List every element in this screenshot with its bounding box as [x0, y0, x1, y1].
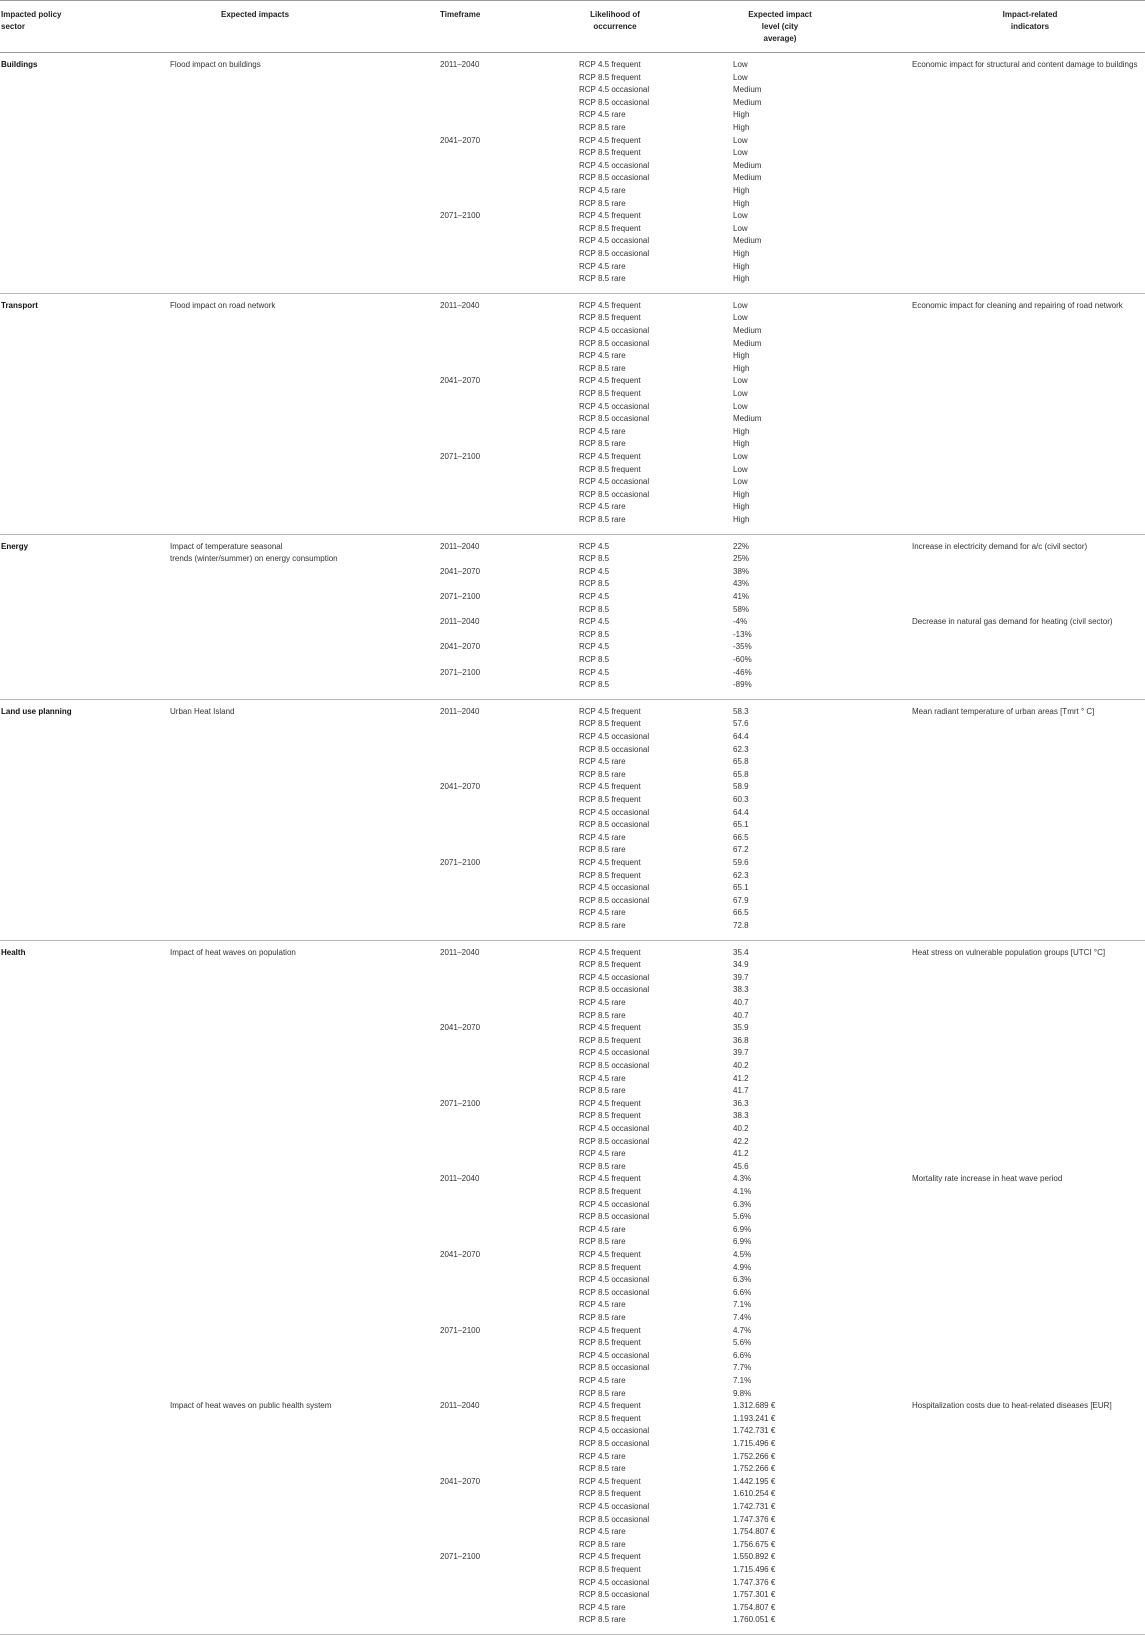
- likelihood-cell: RCP 4.5 occasional: [579, 807, 650, 817]
- timeframe: 2071–2100: [440, 451, 481, 461]
- likelihood-cell: RCP 4.5: [579, 617, 610, 627]
- likelihood-cell: RCP 8.5 rare: [579, 198, 626, 208]
- likelihood-cell: RCP 8.5 frequent: [579, 1564, 641, 1574]
- timeframe: 2041–2070: [440, 1476, 481, 1486]
- impact-level-cell: 39.7: [733, 1048, 749, 1058]
- likelihood-cell: RCP 8.5 frequent: [579, 794, 641, 804]
- likelihood-cell: RCP 8.5 frequent: [579, 1111, 641, 1121]
- likelihood-cell: RCP 4.5 rare: [579, 110, 626, 120]
- impact-level-cell: 4.1%: [733, 1186, 752, 1196]
- likelihood-cell: RCP 8.5 occasional: [579, 338, 650, 348]
- timeframe: 2041–2070: [440, 135, 481, 145]
- header-indicators: Impact-related indicators: [1002, 10, 1058, 31]
- likelihood-cell: RCP 4.5 occasional: [579, 325, 650, 335]
- expected-impact: Impact of heat waves on public health system: [170, 1401, 332, 1411]
- likelihood-cell: RCP 8.5 frequent: [579, 313, 641, 323]
- impact-level-cell: 35.9: [733, 1023, 749, 1033]
- likelihood-cell: RCP 4.5 occasional: [579, 1199, 650, 1209]
- impact-level-cell: 1.715.496 €: [733, 1564, 776, 1574]
- impact-level-cell: 1.442.195 €: [733, 1476, 776, 1486]
- impact-level-cell: 65.1: [733, 820, 749, 830]
- impact-indicator: Heat stress on vulnerable population groups [UTCI °C]: [912, 947, 1106, 957]
- likelihood-cell: RCP 4.5 occasional: [579, 401, 650, 411]
- likelihood-cell: RCP 4.5 occasional: [579, 972, 650, 982]
- likelihood-cell: RCP 8.5 frequent: [579, 1262, 641, 1272]
- likelihood-cell: RCP 8.5 frequent: [579, 1186, 641, 1196]
- impact-level-cell: 40.2: [733, 1060, 749, 1070]
- likelihood-cell: RCP 8.5 frequent: [579, 388, 641, 398]
- impact-level-cell: Medium: [733, 85, 762, 95]
- likelihood-cell: RCP 4.5 occasional: [579, 477, 650, 487]
- likelihood-cell: RCP 8.5 occasional: [579, 249, 650, 258]
- impact-level-cell: 62.3: [733, 744, 749, 754]
- impact-level-cell: 6.9%: [733, 1224, 752, 1234]
- likelihood-cell: RCP 8.5 rare: [579, 1161, 626, 1171]
- impact-level-cell: 1.754.807 €: [733, 1602, 776, 1612]
- table-header: [0, 0, 1145, 53]
- likelihood-cell: RCP 8.5: [579, 554, 610, 564]
- impact-level-cell: Low: [733, 376, 748, 386]
- expected-impact: Impact of heat waves on population: [170, 947, 296, 957]
- timeframe: 2011–2040: [440, 300, 480, 310]
- impact-indicator: Mean radiant temperature of urban areas [Tmrt ° C]: [912, 706, 1095, 716]
- impact-level-cell: 41.7: [733, 1086, 749, 1096]
- likelihood-cell: RCP 4.5 occasional: [579, 85, 650, 95]
- impact-level-cell: Low: [733, 401, 748, 411]
- impact-level-cell: 41%: [733, 591, 750, 601]
- likelihood-cell: RCP 8.5 occasional: [579, 1287, 650, 1297]
- likelihood-cell: RCP 8.5 rare: [579, 769, 626, 779]
- impact-level-cell: 6.3%: [733, 1275, 752, 1285]
- likelihood-cell: RCP 8.5 occasional: [579, 489, 650, 499]
- impact-level-cell: -89%: [733, 680, 752, 690]
- header-level: Expected impact level (city average): [748, 10, 812, 43]
- impact-level-cell: 40.7: [733, 997, 749, 1007]
- impact-level-cell: High: [733, 489, 750, 499]
- impact-level-cell: 1.760.051 €: [733, 1615, 776, 1625]
- sector-block: [0, 294, 1145, 535]
- impact-level-cell: 41.2: [733, 1073, 749, 1083]
- likelihood-cell: RCP 8.5 rare: [579, 1388, 626, 1398]
- likelihood-cell: RCP 8.5 occasional: [579, 895, 650, 905]
- sector-block: [0, 535, 1145, 700]
- impact-level-cell: 58%: [733, 604, 750, 614]
- likelihood-cell: RCP 8.5 frequent: [579, 464, 641, 474]
- likelihood-cell: RCP 8.5: [579, 579, 610, 589]
- likelihood-cell: RCP 4.5 occasional: [579, 1123, 650, 1133]
- likelihood-cell: RCP 4.5 rare: [579, 1375, 626, 1385]
- likelihood-cell: RCP 8.5 rare: [579, 1086, 626, 1096]
- impact-level-cell: Low: [733, 148, 748, 158]
- impact-level-cell: Low: [733, 388, 748, 398]
- impact-level-cell: 22%: [733, 541, 750, 551]
- likelihood-cell: RCP 4.5 frequent: [579, 706, 641, 716]
- likelihood-cell: RCP 4.5 frequent: [579, 451, 641, 461]
- header-sector: Impacted policy sector: [1, 10, 62, 31]
- impact-level-cell: 7.7%: [733, 1363, 752, 1373]
- impact-level-cell: 6.6%: [733, 1287, 752, 1297]
- impact-level-cell: 4.7%: [733, 1325, 752, 1335]
- likelihood-cell: RCP 4.5: [579, 642, 610, 652]
- likelihood-cell: RCP 4.5 occasional: [579, 1350, 650, 1360]
- likelihood-cell: RCP 8.5: [579, 604, 610, 614]
- likelihood-cell: RCP 4.5 rare: [579, 351, 626, 361]
- impact-level-cell: 7.4%: [733, 1312, 752, 1322]
- impact-level-cell: 6.6%: [733, 1350, 752, 1360]
- likelihood-cell: RCP 8.5 occasional: [579, 173, 650, 183]
- likelihood-cell: RCP 8.5 rare: [579, 1539, 626, 1549]
- sector-name: Land use planning: [1, 706, 72, 716]
- likelihood-cell: RCP 8.5 occasional: [579, 744, 650, 754]
- impact-level-cell: 45.6: [733, 1161, 749, 1171]
- impact-level-cell: 1.312.689 €: [733, 1401, 776, 1411]
- likelihood-cell: RCP 8.5 frequent: [579, 148, 641, 158]
- likelihood-cell: RCP 4.5 occasional: [579, 160, 650, 170]
- likelihood-cell: RCP 4.5 frequent: [579, 376, 641, 386]
- impact-level-cell: 1.747.376 €: [733, 1514, 776, 1524]
- impact-level-cell: 67.2: [733, 845, 749, 855]
- likelihood-cell: RCP 4.5 frequent: [579, 1249, 641, 1259]
- impact-level-cell: High: [733, 426, 750, 436]
- impact-level-cell: 40.7: [733, 1010, 749, 1020]
- impact-level-cell: 43%: [733, 579, 750, 589]
- timeframe: 2041–2070: [440, 782, 481, 792]
- impact-level-cell: 25%: [733, 554, 750, 564]
- impact-level-cell: 1.550.892 €: [733, 1552, 776, 1562]
- impact-level-cell: 1.754.807 €: [733, 1527, 776, 1537]
- timeframe: 2071–2100: [440, 591, 481, 601]
- impact-level-cell: 66.5: [733, 908, 749, 918]
- timeframe: 2071–2100: [440, 211, 481, 221]
- timeframe: 2041–2070: [440, 1249, 481, 1259]
- impact-level-cell: Medium: [733, 173, 762, 183]
- impact-level-cell: Medium: [733, 236, 762, 246]
- likelihood-cell: RCP 8.5 rare: [579, 920, 626, 930]
- impact-level-cell: -13%: [733, 629, 752, 639]
- impact-level-cell: 34.9: [733, 960, 749, 970]
- impact-level-cell: High: [733, 261, 750, 271]
- impact-level-cell: High: [733, 198, 750, 208]
- likelihood-cell: RCP 8.5 frequent: [579, 223, 641, 233]
- likelihood-cell: RCP 4.5 frequent: [579, 1023, 641, 1033]
- likelihood-cell: RCP 8.5 rare: [579, 439, 626, 449]
- impact-level-cell: 1.757.301 €: [733, 1590, 776, 1600]
- timeframe: 2011–2040: [440, 1174, 480, 1184]
- likelihood-cell: RCP 4.5 frequent: [579, 857, 641, 867]
- timeframe: 2041–2070: [440, 1023, 481, 1033]
- impact-level-cell: 6.9%: [733, 1237, 752, 1247]
- timeframe: 2071–2100: [440, 1098, 481, 1108]
- impact-level-cell: 9.8%: [733, 1388, 752, 1398]
- likelihood-cell: RCP 4.5 frequent: [579, 211, 641, 221]
- impact-level-cell: High: [733, 514, 750, 524]
- impact-level-cell: 4.3%: [733, 1174, 752, 1184]
- impact-level-cell: Low: [733, 223, 748, 233]
- likelihood-cell: RCP 4.5 rare: [579, 757, 626, 767]
- expected-impact: Impact of temperature seasonal trends (winter/summer) on energy consumption: [170, 541, 338, 564]
- likelihood-cell: RCP 4.5 rare: [579, 997, 626, 1007]
- likelihood-cell: RCP 8.5 rare: [579, 1464, 626, 1474]
- impact-level-cell: Medium: [733, 414, 762, 424]
- likelihood-cell: RCP 4.5 occasional: [579, 731, 650, 741]
- impact-level-cell: High: [733, 439, 750, 449]
- likelihood-cell: RCP 4.5 frequent: [579, 1174, 641, 1184]
- impact-level-cell: Low: [733, 464, 748, 474]
- impact-level-cell: -35%: [733, 642, 752, 652]
- likelihood-cell: RCP 8.5 occasional: [579, 1136, 650, 1146]
- impact-level-cell: 1.752.266 €: [733, 1451, 776, 1461]
- expected-impact: Flood impact on road network: [170, 300, 276, 310]
- impact-level-cell: Low: [733, 477, 748, 487]
- sector-block: [0, 941, 1145, 1635]
- likelihood-cell: RCP 8.5 rare: [579, 1237, 626, 1247]
- impact-level-cell: Low: [733, 211, 748, 221]
- likelihood-cell: RCP 8.5 rare: [579, 845, 626, 855]
- likelihood-cell: RCP 4.5 frequent: [579, 947, 641, 957]
- impact-indicator: Increase in electricity demand for a/c (civil sector): [912, 541, 1088, 551]
- impact-level-cell: 60.3: [733, 794, 749, 804]
- likelihood-cell: RCP 8.5 frequent: [579, 72, 641, 82]
- sector-name: Transport: [1, 300, 38, 310]
- likelihood-cell: RCP 4.5 rare: [579, 908, 626, 918]
- impact-level-cell: -60%: [733, 654, 752, 664]
- likelihood-cell: RCP 8.5 occasional: [579, 820, 650, 830]
- likelihood-cell: RCP 8.5 rare: [579, 363, 626, 373]
- timeframe: 2011–2040: [440, 60, 480, 69]
- likelihood-cell: RCP 8.5 occasional: [579, 1590, 650, 1600]
- likelihood-cell: RCP 4.5 occasional: [579, 1501, 650, 1511]
- impact-level-cell: 38.3: [733, 1111, 749, 1121]
- likelihood-cell: RCP 8.5 rare: [579, 514, 626, 524]
- timeframe: 2041–2070: [440, 642, 481, 652]
- likelihood-cell: RCP 4.5 frequent: [579, 782, 641, 792]
- impact-level-cell: 1.756.675 €: [733, 1539, 776, 1549]
- likelihood-cell: RCP 8.5 rare: [579, 1312, 626, 1322]
- impact-level-cell: 59.6: [733, 857, 749, 867]
- impact-level-cell: 65.1: [733, 883, 749, 893]
- sector-block: [0, 53, 1145, 294]
- likelihood-cell: RCP 4.5 frequent: [579, 1325, 641, 1335]
- likelihood-cell: RCP 8.5 rare: [579, 1615, 626, 1625]
- impact-level-cell: 5.6%: [733, 1212, 752, 1222]
- impact-level-cell: High: [733, 502, 750, 512]
- likelihood-cell: RCP 8.5 occasional: [579, 1212, 650, 1222]
- impact-level-cell: 57.6: [733, 719, 749, 729]
- impact-level-cell: 5.6%: [733, 1338, 752, 1348]
- impact-level-cell: 67.9: [733, 895, 749, 905]
- impact-level-cell: High: [733, 274, 750, 284]
- likelihood-cell: RCP 8.5 occasional: [579, 1060, 650, 1070]
- impact-level-cell: 58.9: [733, 782, 749, 792]
- impact-level-cell: 40.2: [733, 1123, 749, 1133]
- expected-impact: Flood impact on buildings: [170, 60, 261, 69]
- impact-level-cell: High: [733, 186, 750, 195]
- timeframe: 2071–2100: [440, 1325, 481, 1335]
- timeframe: 2071–2100: [440, 667, 481, 677]
- impact-level-cell: 1.193.241 €: [733, 1413, 776, 1423]
- impact-indicator: Hospitalization costs due to heat-related diseases [EUR]: [912, 1401, 1112, 1411]
- impact-indicator: Decrease in natural gas demand for heating (civil sector): [912, 617, 1113, 627]
- impact-level-cell: 65.8: [733, 769, 749, 779]
- impact-level-cell: 64.4: [733, 731, 749, 741]
- likelihood-cell: RCP 4.5 rare: [579, 186, 626, 195]
- header-timeframe: Timeframe: [440, 10, 481, 19]
- likelihood-cell: RCP 4.5: [579, 591, 610, 601]
- impact-level-cell: 1.715.496 €: [733, 1438, 776, 1448]
- likelihood-cell: RCP 8.5 frequent: [579, 1413, 641, 1423]
- sector-name: Energy: [1, 541, 29, 551]
- sector-name: Buildings: [1, 60, 38, 69]
- timeframe: 2071–2100: [440, 1552, 481, 1562]
- impact-level-cell: 1.742.731 €: [733, 1501, 776, 1511]
- likelihood-cell: RCP 4.5 rare: [579, 1300, 626, 1310]
- likelihood-cell: RCP 8.5 frequent: [579, 960, 641, 970]
- impact-level-cell: Low: [733, 300, 748, 310]
- impact-level-cell: -46%: [733, 667, 752, 677]
- likelihood-cell: RCP 4.5 rare: [579, 426, 626, 436]
- impact-level-cell: 36.8: [733, 1035, 749, 1045]
- likelihood-cell: RCP 8.5 occasional: [579, 97, 650, 107]
- likelihood-cell: RCP 4.5 occasional: [579, 236, 650, 246]
- likelihood-cell: RCP 4.5 rare: [579, 1602, 626, 1612]
- timeframe: 2011–2040: [440, 947, 480, 957]
- sector-block: [0, 700, 1145, 941]
- likelihood-cell: RCP 4.5 frequent: [579, 60, 641, 69]
- likelihood-cell: RCP 8.5 occasional: [579, 414, 650, 424]
- impact-level-cell: 7.1%: [733, 1375, 752, 1385]
- impact-level-cell: 72.8: [733, 920, 749, 930]
- impact-indicator: Economic impact for cleaning and repairing of road network: [912, 300, 1123, 310]
- likelihood-cell: RCP 8.5 occasional: [579, 1514, 650, 1524]
- likelihood-cell: RCP 8.5 rare: [579, 1010, 626, 1020]
- impact-level-cell: High: [733, 123, 750, 132]
- likelihood-cell: RCP 4.5 rare: [579, 1073, 626, 1083]
- likelihood-cell: RCP 4.5 frequent: [579, 1401, 641, 1411]
- likelihood-cell: RCP 8.5 frequent: [579, 719, 641, 729]
- likelihood-cell: RCP 4.5 occasional: [579, 1426, 650, 1436]
- impact-level-cell: Low: [733, 72, 748, 82]
- impact-level-cell: 64.4: [733, 807, 749, 817]
- impact-level-cell: -4%: [733, 617, 748, 627]
- likelihood-cell: RCP 8.5 rare: [579, 274, 626, 284]
- expected-impact: Urban Heat Island: [170, 706, 235, 716]
- impact-level-cell: 36.3: [733, 1098, 749, 1108]
- timeframe: 2071–2100: [440, 857, 481, 867]
- sector-name: Health: [1, 947, 26, 957]
- likelihood-cell: RCP 8.5 frequent: [579, 1338, 641, 1348]
- likelihood-cell: RCP 4.5 frequent: [579, 1476, 641, 1486]
- impact-level-cell: Medium: [733, 338, 762, 348]
- likelihood-cell: RCP 4.5 occasional: [579, 1048, 650, 1058]
- likelihood-cell: RCP 8.5 occasional: [579, 1438, 650, 1448]
- impact-level-cell: High: [733, 110, 750, 120]
- likelihood-cell: RCP 4.5 rare: [579, 1451, 626, 1461]
- likelihood-cell: RCP 4.5 frequent: [579, 1098, 641, 1108]
- timeframe: 2041–2070: [440, 376, 481, 386]
- impact-indicator: Mortality rate increase in heat wave period: [912, 1174, 1063, 1184]
- impact-level-cell: Low: [733, 60, 748, 69]
- likelihood-cell: RCP 4.5 rare: [579, 1149, 626, 1159]
- impact-indicator: Economic impact for structural and content damage to buildings: [912, 60, 1138, 69]
- impact-level-cell: 35.4: [733, 947, 749, 957]
- impact-level-cell: 39.7: [733, 972, 749, 982]
- likelihood-cell: RCP 4.5 rare: [579, 261, 626, 271]
- likelihood-cell: RCP 4.5 rare: [579, 1224, 626, 1234]
- likelihood-cell: RCP 8.5: [579, 629, 610, 639]
- impact-level-cell: 38%: [733, 566, 750, 576]
- impact-level-cell: Medium: [733, 160, 762, 170]
- likelihood-cell: RCP 8.5 occasional: [579, 1363, 650, 1373]
- likelihood-cell: RCP 4.5: [579, 541, 610, 551]
- impact-level-cell: 42.2: [733, 1136, 749, 1146]
- likelihood-cell: RCP 4.5 occasional: [579, 1275, 650, 1285]
- likelihood-cell: RCP 8.5 frequent: [579, 1489, 641, 1499]
- impact-level-cell: 38.3: [733, 985, 749, 995]
- likelihood-cell: RCP 8.5: [579, 654, 610, 664]
- likelihood-cell: RCP 8.5 rare: [579, 123, 626, 132]
- likelihood-cell: RCP 8.5 occasional: [579, 985, 650, 995]
- impact-level-cell: 65.8: [733, 757, 749, 767]
- likelihood-cell: RCP 4.5: [579, 667, 610, 677]
- impact-level-cell: 1.610.254 €: [733, 1489, 776, 1499]
- impact-level-cell: 62.3: [733, 870, 749, 880]
- header-likelihood: Likelihood of occurrence: [590, 10, 640, 31]
- impact-level-cell: Medium: [733, 325, 762, 335]
- impact-level-cell: High: [733, 363, 750, 373]
- impact-level-cell: Low: [733, 135, 748, 145]
- impact-level-cell: 1.752.266 €: [733, 1464, 776, 1474]
- likelihood-cell: RCP 4.5 frequent: [579, 300, 641, 310]
- impact-level-cell: 1.747.376 €: [733, 1577, 776, 1587]
- impact-level-cell: Medium: [733, 97, 762, 107]
- timeframe: 2041–2070: [440, 566, 481, 576]
- likelihood-cell: RCP 4.5 frequent: [579, 135, 641, 145]
- timeframe: 2011–2040: [440, 706, 480, 716]
- impact-level-cell: 66.5: [733, 832, 749, 842]
- likelihood-cell: RCP 4.5 frequent: [579, 1552, 641, 1562]
- impact-level-cell: 6.3%: [733, 1199, 752, 1209]
- impact-level-cell: 41.2: [733, 1149, 749, 1159]
- impact-level-cell: High: [733, 249, 750, 258]
- timeframe: 2011–2040: [440, 541, 480, 551]
- table-body: [0, 53, 1145, 1635]
- impact-level-cell: 7.1%: [733, 1300, 752, 1310]
- likelihood-cell: RCP 4.5 rare: [579, 832, 626, 842]
- impact-level-cell: 58.3: [733, 706, 749, 716]
- impact-level-cell: Low: [733, 451, 748, 461]
- likelihood-cell: RCP 8.5 frequent: [579, 1035, 641, 1045]
- likelihood-cell: RCP 4.5 rare: [579, 1527, 626, 1537]
- impact-level-cell: 4.5%: [733, 1249, 752, 1259]
- header-impacts: Expected impacts: [220, 10, 290, 19]
- likelihood-cell: RCP 4.5: [579, 566, 610, 576]
- timeframe: 2011–2040: [440, 617, 480, 627]
- impact-level-cell: Low: [733, 313, 748, 323]
- impact-level-cell: 4.9%: [733, 1262, 752, 1272]
- impact-level-cell: High: [733, 351, 750, 361]
- timeframe: 2011–2040: [440, 1401, 480, 1411]
- likelihood-cell: RCP 4.5 rare: [579, 502, 626, 512]
- likelihood-cell: RCP 4.5 occasional: [579, 883, 650, 893]
- impact-level-cell: 1.742.731 €: [733, 1426, 776, 1436]
- likelihood-cell: RCP 8.5 frequent: [579, 870, 641, 880]
- likelihood-cell: RCP 8.5: [579, 680, 610, 690]
- likelihood-cell: RCP 4.5 occasional: [579, 1577, 650, 1587]
